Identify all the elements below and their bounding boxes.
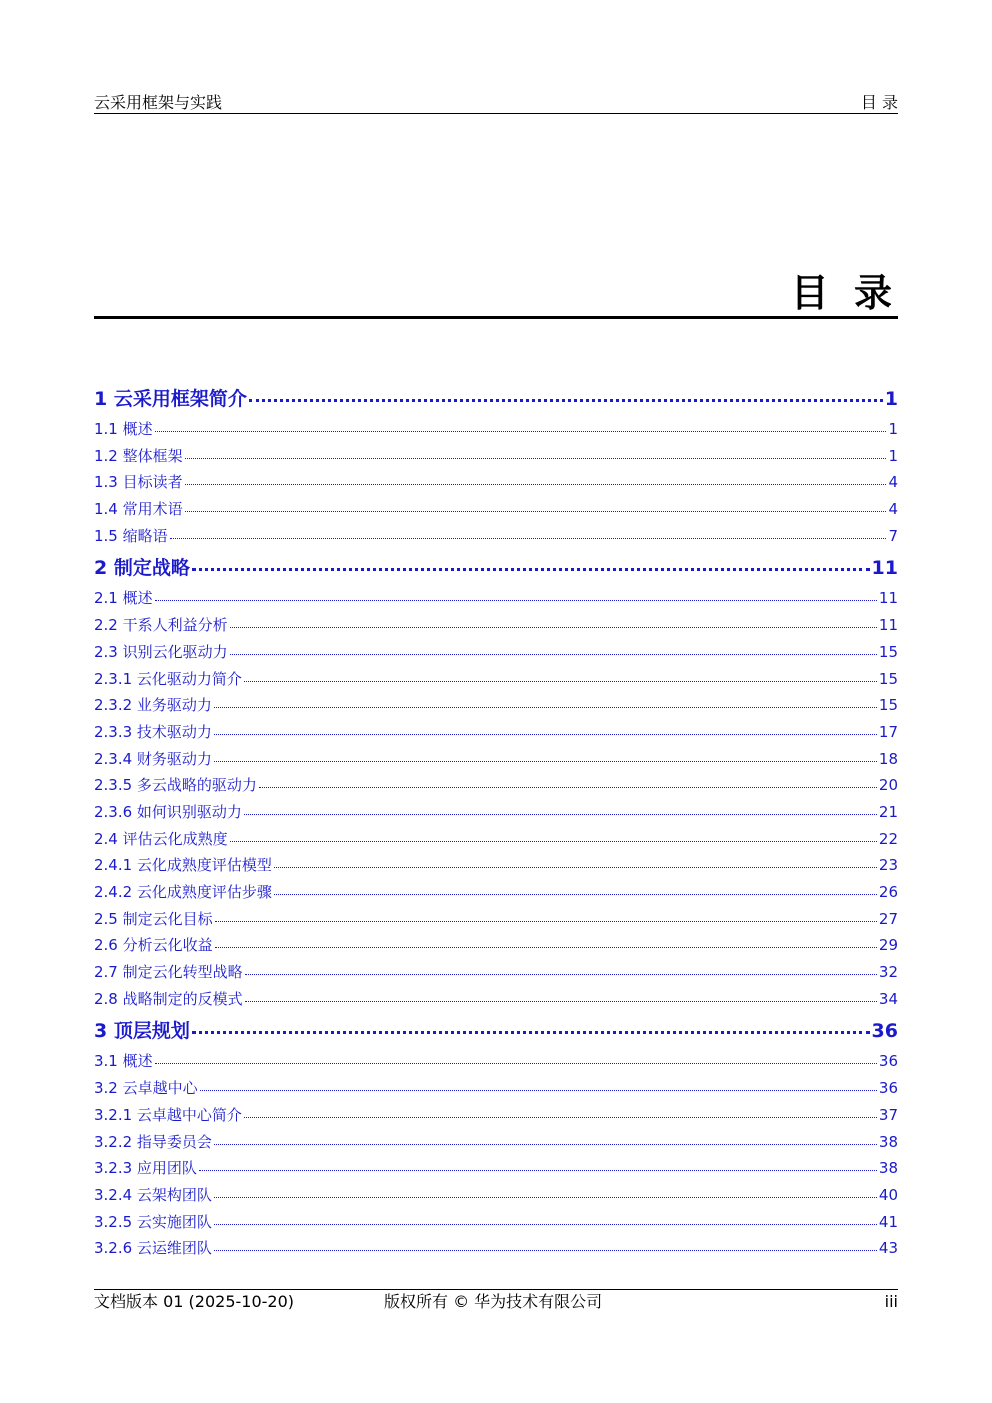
page-footer	[94, 1289, 898, 1311]
toc-entry-page-number: 4	[888, 473, 898, 492]
toc-dot-leader	[155, 431, 887, 432]
toc-section-entry[interactable]	[94, 469, 898, 496]
toc-entry-page-number: 15	[878, 642, 898, 661]
toc-entry-label: 3.2.6 云运维团队	[94, 1239, 212, 1258]
toc-entry-page-number: 41	[878, 1212, 898, 1231]
toc-dot-leader	[192, 568, 870, 571]
toc-dot-leader	[230, 654, 877, 655]
page-title: 目 录	[94, 270, 898, 319]
header-doc-title: 云采用框架与实践	[94, 93, 223, 112]
toc-dot-leader	[200, 1090, 877, 1091]
toc-dot-leader	[249, 399, 883, 402]
toc-entry-page-number: 11	[871, 557, 898, 580]
toc-section-entry[interactable]	[94, 1155, 898, 1182]
toc-entry-label: 2.6 分析云化收益	[94, 936, 213, 955]
toc-dot-leader	[274, 894, 877, 895]
toc-section-entry[interactable]	[94, 1129, 898, 1156]
toc-dot-leader	[214, 1250, 877, 1251]
toc-entry-label: 2.5 制定云化目标	[94, 909, 213, 928]
toc-section-entry[interactable]	[94, 639, 898, 666]
toc-section-entry[interactable]	[94, 826, 898, 853]
toc-entry-page-number: 1	[888, 420, 898, 438]
toc-entry-label: 3.2 云卓越中心	[94, 1079, 198, 1098]
toc-dot-leader	[185, 484, 887, 485]
toc-chapter-entry[interactable]	[94, 1014, 898, 1048]
page-header	[94, 92, 898, 114]
toc-dot-leader	[170, 538, 887, 539]
toc-section-entry[interactable]	[94, 719, 898, 746]
toc-dot-leader	[230, 627, 877, 628]
toc-entry-label: 2.3.1 云化驱动力简介	[94, 669, 242, 688]
toc-entry-page-number: 20	[878, 776, 898, 795]
toc-section-entry[interactable]	[94, 932, 898, 959]
toc-entry-label: 3 顶层规划	[94, 1020, 190, 1043]
toc-dot-leader	[245, 1001, 877, 1002]
toc-section-entry[interactable]	[94, 1209, 898, 1236]
toc-chapter-entry[interactable]	[94, 382, 898, 416]
toc-entry-page-number: 11	[878, 589, 898, 608]
toc-entry-page-number: 34	[878, 989, 898, 1008]
toc-entry-page-number: 15	[878, 696, 898, 715]
toc-entry-label: 3.1 概述	[94, 1052, 153, 1071]
toc-dot-leader	[259, 787, 877, 788]
toc-entry-label: 2.8 战略制定的反模式	[94, 989, 243, 1008]
toc-section-entry[interactable]	[94, 666, 898, 693]
toc-entry-page-number: 23	[878, 856, 898, 875]
toc-section-entry[interactable]	[94, 1075, 898, 1102]
toc-entry-page-number: 22	[878, 829, 898, 848]
toc-dot-leader	[214, 1144, 877, 1145]
toc-chapter-entry[interactable]	[94, 551, 898, 585]
toc-entry-label: 2.3.6 如何识别驱动力	[94, 802, 242, 821]
toc-dot-leader	[215, 921, 877, 922]
toc-entry-page-number: 21	[878, 802, 898, 821]
toc-entry-label: 1 云采用框架简介	[94, 388, 247, 410]
toc-dot-leader	[185, 458, 887, 459]
toc-section-entry[interactable]	[94, 1102, 898, 1129]
toc-dot-leader	[244, 814, 877, 815]
toc-dot-leader	[214, 734, 877, 735]
toc-entry-page-number: 36	[871, 1020, 898, 1043]
toc-entry-page-number: 36	[878, 1079, 898, 1098]
toc-entry-label: 2.3 识别云化驱动力	[94, 642, 228, 661]
toc-entry-label: 2.3.2 业务驱动力	[94, 696, 212, 715]
toc-section-entry[interactable]	[94, 416, 898, 443]
toc-entry-label: 2.1 概述	[94, 589, 153, 608]
toc-entry-page-number: 1	[888, 446, 898, 465]
header-section-title: 目 录	[860, 93, 898, 112]
toc-dot-leader	[214, 761, 877, 762]
toc-entry-label: 2.3.4 财务驱动力	[94, 749, 212, 768]
toc-entry-label: 3.2.1 云卓越中心简介	[94, 1105, 242, 1124]
toc-entry-label: 3.2.4 云架构团队	[94, 1185, 212, 1204]
toc-section-entry[interactable]	[94, 959, 898, 986]
footer-page-number: iii	[884, 1292, 898, 1311]
toc-section-entry[interactable]	[94, 523, 898, 550]
toc-section-entry[interactable]	[94, 986, 898, 1013]
toc-dot-leader	[245, 974, 877, 975]
toc-section-entry[interactable]	[94, 746, 898, 773]
toc-entry-label: 2 制定战略	[94, 557, 190, 580]
toc-dot-leader	[214, 1224, 877, 1225]
toc-entry-label: 1.2 整体框架	[94, 446, 183, 465]
toc-section-entry[interactable]	[94, 906, 898, 933]
toc-entry-page-number: 4	[888, 500, 898, 519]
toc-dot-leader	[199, 1170, 877, 1171]
toc-entry-page-number: 43	[878, 1239, 898, 1258]
toc-entry-label: 2.4.1 云化成熟度评估模型	[94, 856, 272, 875]
toc-section-entry[interactable]	[94, 1182, 898, 1209]
toc-entry-label: 2.7 制定云化转型战略	[94, 963, 243, 982]
toc-dot-leader	[214, 707, 877, 708]
footer-copyright: 版权所有 © 华为技术有限公司	[384, 1292, 603, 1311]
toc-entry-page-number: 18	[878, 749, 898, 768]
table-of-contents	[94, 380, 898, 1262]
toc-entry-page-number: 37	[878, 1105, 898, 1124]
toc-dot-leader	[214, 1197, 877, 1198]
toc-section-entry[interactable]	[94, 772, 898, 799]
toc-section-entry[interactable]	[94, 879, 898, 906]
toc-entry-page-number: 29	[878, 936, 898, 955]
toc-section-entry[interactable]	[94, 1048, 898, 1075]
toc-section-entry[interactable]	[94, 692, 898, 719]
toc-entry-page-number: 11	[878, 616, 898, 635]
toc-dot-leader	[185, 511, 887, 512]
toc-entry-page-number: 17	[878, 722, 898, 741]
toc-section-entry[interactable]	[94, 852, 898, 879]
toc-dot-leader	[274, 867, 877, 868]
toc-dot-leader	[244, 681, 877, 682]
toc-dot-leader	[244, 1117, 877, 1118]
toc-entry-page-number: 15	[878, 669, 898, 688]
toc-entry-page-number: 32	[878, 963, 898, 982]
toc-dot-leader	[192, 1031, 870, 1034]
toc-entry-label: 3.2.2 指导委员会	[94, 1132, 212, 1151]
toc-entry-page-number: 38	[878, 1159, 898, 1178]
toc-entry-page-number: 26	[878, 883, 898, 901]
toc-dot-leader	[155, 600, 877, 601]
toc-entry-label: 2.2 干系人利益分析	[94, 616, 228, 635]
toc-entry-label: 3.2.5 云实施团队	[94, 1212, 212, 1231]
toc-dot-leader	[230, 841, 877, 842]
toc-section-entry[interactable]	[94, 496, 898, 523]
toc-section-entry[interactable]	[94, 612, 898, 639]
toc-section-entry[interactable]	[94, 585, 898, 612]
toc-entry-label: 1.3 目标读者	[94, 473, 183, 492]
toc-entry-label: 2.3.5 多云战略的驱动力	[94, 776, 257, 795]
toc-entry-page-number: 1	[884, 388, 898, 410]
toc-entry-page-number: 36	[878, 1052, 898, 1071]
toc-entry-page-number: 27	[878, 909, 898, 928]
toc-section-entry[interactable]	[94, 443, 898, 470]
footer-version: 文档版本 01 (2025-10-20)	[94, 1292, 295, 1311]
toc-entry-label: 2.3.3 技术驱动力	[94, 722, 212, 741]
toc-entry-label: 2.4.2 云化成熟度评估步骤	[94, 883, 272, 901]
toc-dot-leader	[155, 1063, 877, 1064]
toc-entry-page-number: 38	[878, 1132, 898, 1151]
toc-entry-label: 1.1 概述	[94, 420, 153, 438]
toc-dot-leader	[215, 947, 877, 948]
toc-entry-label: 2.4 评估云化成熟度	[94, 829, 228, 848]
toc-entry-page-number: 7	[888, 526, 898, 545]
toc-entry-label: 3.2.3 应用团队	[94, 1159, 197, 1178]
toc-entry-page-number: 40	[878, 1185, 898, 1204]
toc-entry-label: 1.5 缩略语	[94, 526, 168, 545]
toc-section-entry[interactable]	[94, 1235, 898, 1262]
toc-entry-label: 1.4 常用术语	[94, 500, 183, 519]
toc-section-entry[interactable]	[94, 799, 898, 826]
